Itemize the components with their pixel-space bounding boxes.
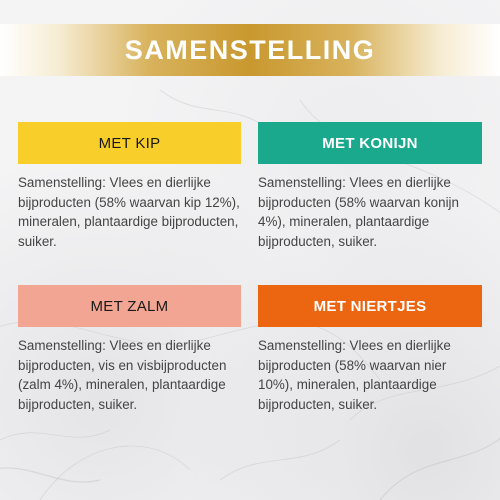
card-body-konijn: Samenstelling: Vlees en dierlijke bijproducten (58% waarvan konijn 4%), mineralen, plantaardige bijproducten, suiker.: [258, 175, 459, 249]
title-banner: [0, 24, 500, 76]
card-zalm: [18, 285, 241, 414]
card-title: MET ZALM: [90, 297, 169, 315]
card-title: MET NIERTJES: [313, 297, 427, 315]
card-body-kip: Samenstelling: Vlees en dierlijke bijproducten (58% waarvan kip 12%), mineralen, plantaardige bijproducten, suiker.: [18, 175, 240, 249]
card-header-zalm: [18, 285, 241, 327]
card-body-zalm: Samenstelling: Vlees en dierlijke bijproducten, vis en visbijproducten (zalm 4%), mineralen, plantaardige bijproducten, suiker.: [18, 338, 227, 412]
banner-title: SAMENSTELLING: [124, 34, 376, 65]
card-body-niertjes: Samenstelling: Vlees en dierlijke bijproducten (58% waarvan nier 10%), mineralen, plantaardige bijproducten, suiker.: [258, 338, 451, 412]
card-konijn: [258, 122, 482, 251]
card-header-kip: [18, 122, 241, 164]
card-kip: [18, 122, 241, 251]
card-header-niertjes: [258, 285, 482, 327]
card-title: MET KIP: [98, 134, 161, 152]
card-niertjes: [258, 285, 482, 414]
card-title: MET KONIJN: [322, 134, 418, 152]
card-header-konijn: [258, 122, 482, 164]
